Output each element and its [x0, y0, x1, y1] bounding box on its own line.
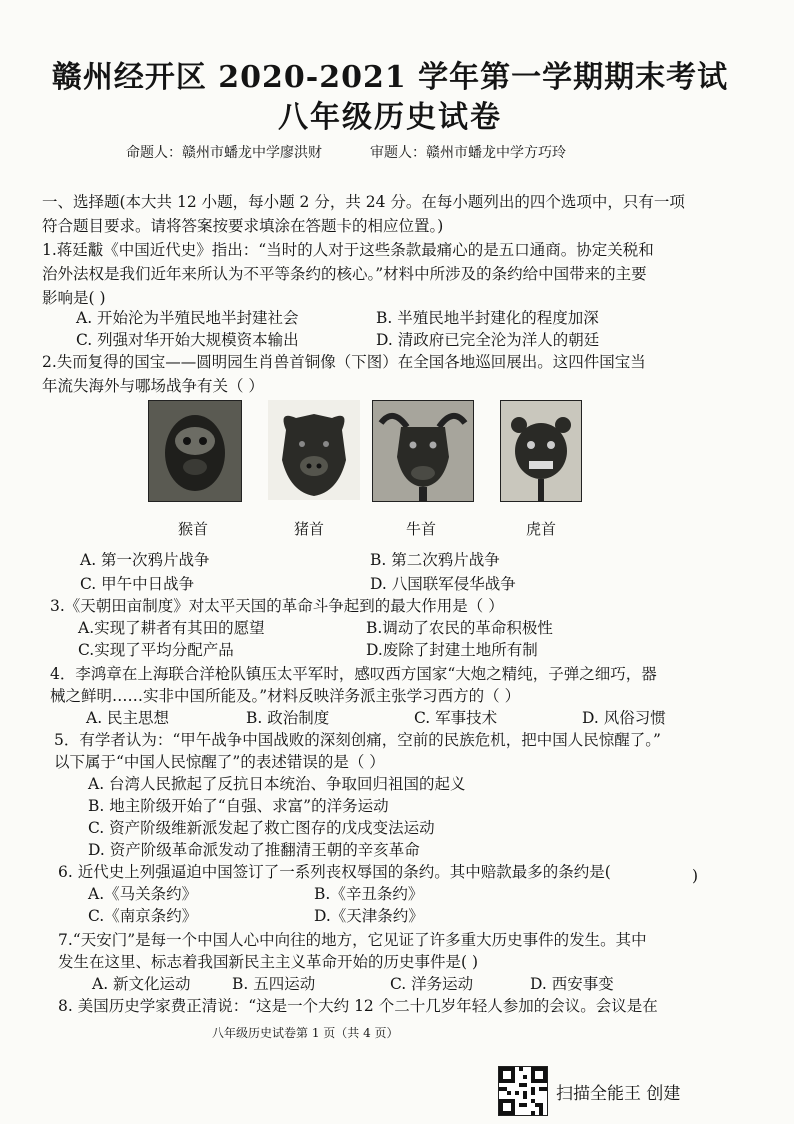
q6-option-d: D.《天津条约》 [314, 907, 424, 925]
q1-option-b: B. 半殖民地半封建化的程度加深 [376, 309, 599, 327]
caption-tiger: 虎首 [526, 520, 557, 538]
q4-option-c: C. 军事技术 [414, 709, 498, 727]
q2-option-a: A. 第一次鸦片战争 [80, 551, 210, 569]
q7-stem-line2: 发生在这里、标志着我国新民主主义革命开始的历史事件是( ) [58, 953, 479, 971]
q6-option-c: C.《南京条约》 [88, 907, 198, 925]
q3-option-d: D.废除了封建土地所有制 [366, 641, 538, 659]
q4-option-b: B. 政治制度 [246, 709, 330, 727]
qr-code-icon [498, 1066, 548, 1116]
q7-stem-line1: 7.“天安门”是每一个中国人心中向往的地方，它见证了许多重大历史事件的发生。其中 [58, 931, 647, 949]
q5-stem-line1: 5．有学者认为：“甲午战争中国战败的深刻创痛，空前的民族危机，把中国人民惊醒了。” [54, 731, 661, 749]
q3-stem: 3.《天朝田亩制度》对太平天国的革命斗争起到的最大作用是（ ） [50, 597, 504, 615]
q5-option-d: D. 资产阶级革命派发动了推翻清王朝的辛亥革命 [88, 841, 420, 859]
section-instructions: 符合题目要求。请将答案按要求填涂在答题卡的相应位置。) [42, 217, 444, 235]
q5-option-c: C. 资产阶级维新派发起了救亡图存的戊戌变法运动 [88, 819, 435, 837]
q1-option-c: C. 列强对华开始大规模资本输出 [76, 331, 299, 349]
scanner-watermark: 扫描全能王 创建 [556, 1084, 681, 1104]
exam-subtitle: 八年级历史试卷 [278, 100, 502, 135]
q5-option-a: A. 台湾人民掀起了反抗日本统治、争取回归祖国的起义 [88, 775, 466, 793]
section-heading: 一、选择题(本大共 12 小题，每小题 2 分，共 24 分。在每小题列出的四个选项中，只有一项 [42, 193, 685, 211]
q2-option-d: D. 八国联军侵华战争 [370, 575, 516, 593]
q7-option-b: B. 五四运动 [232, 975, 316, 993]
q4-option-d: D. 风俗习惯 [582, 709, 666, 727]
q5-option-b: B. 地主阶级开始了“自强、求富”的洋务运动 [88, 797, 389, 815]
q7-option-a: A. 新文化运动 [92, 975, 191, 993]
q3-option-b: B.调动了农民的革命积极性 [366, 619, 553, 637]
q3-option-c: C.实现了平均分配产品 [78, 641, 234, 659]
q2-option-b: B. 第二次鸦片战争 [370, 551, 500, 569]
q1-option-d: D. 清政府已完全沦为洋人的朝廷 [376, 331, 600, 349]
q2-stem-line1: 2.失而复得的国宝——圆明园生肖兽首铜像（下图）在全国各地巡回展出。这四件国宝当 [42, 353, 646, 371]
q6-option-a: A.《马关条约》 [88, 885, 198, 903]
monkey-head-image [148, 400, 242, 502]
exam-title: 赣州经开区 2020-2021 学年第一学期期末考试 [51, 60, 729, 95]
q3-option-a: A.实现了耕者有其田的愿望 [78, 619, 265, 637]
bronze-heads-figure [148, 400, 608, 540]
q1-stem-line3: 影响是( ) [42, 289, 106, 307]
q1-option-a: A. 开始沦为半殖民地半封建社会 [76, 309, 299, 327]
pig-head-image [268, 400, 360, 500]
tiger-head-image [500, 400, 582, 502]
q2-option-c: C. 甲午中日战争 [80, 575, 195, 593]
q6-stem: 6. 近代史上列强逼迫中国签订了一系列丧权辱国的条约。其中赔款最多的条约是( [58, 863, 611, 881]
author-line [126, 142, 566, 162]
q6-answer-paren: ) [692, 867, 699, 885]
author-name: 命题人：赣州市蟠龙中学廖洪财 [126, 145, 322, 161]
q7-option-d: D. 西安事变 [530, 975, 614, 993]
q5-stem-line2: 以下属于“中国人民惊醒了”的表述错误的是（ ） [54, 753, 385, 771]
ox-head-image [372, 400, 474, 502]
caption-monkey: 猴首 [178, 520, 209, 538]
caption-ox: 牛首 [406, 520, 437, 538]
q8-stem-line1: 8. 美国历史学家费正清说：“这是一个大约 12 个二十几岁年轻人参加的会议。会议是在 [58, 997, 658, 1015]
q4-stem-line1: 4．李鸿章在上海联合洋枪队镇压太平军时，感叹西方国家“大炮之精纯，子弹之细巧，器 [50, 665, 657, 683]
caption-pig: 猪首 [294, 520, 325, 538]
q2-stem-line2: 年流失海外与哪场战争有关（ ） [42, 377, 264, 395]
reviewer-name: 审题人：赣州市蟠龙中学方巧玲 [370, 145, 566, 161]
q4-stem-line2: 械之鲜明……实非中国所能及。”材料反映洋务派主张学习西方的（ ） [50, 687, 521, 705]
q4-option-a: A. 民主思想 [86, 709, 170, 727]
q6-option-b: B.《辛丑条约》 [314, 885, 424, 903]
q7-option-c: C. 洋务运动 [390, 975, 474, 993]
q1-stem-line2: 治外法权是我们近年来所认为不平等条约的核心。”材料中所涉及的条约给中国带来的主要 [42, 265, 647, 283]
q1-stem-line1: 1.蒋廷黻《中国近代史》指出：“当时的人对于这些条款最痛心的是五口通商。协定关税和 [42, 241, 654, 259]
page-footer: 八年级历史试卷第 1 页（共 4 页） [212, 1026, 399, 1040]
